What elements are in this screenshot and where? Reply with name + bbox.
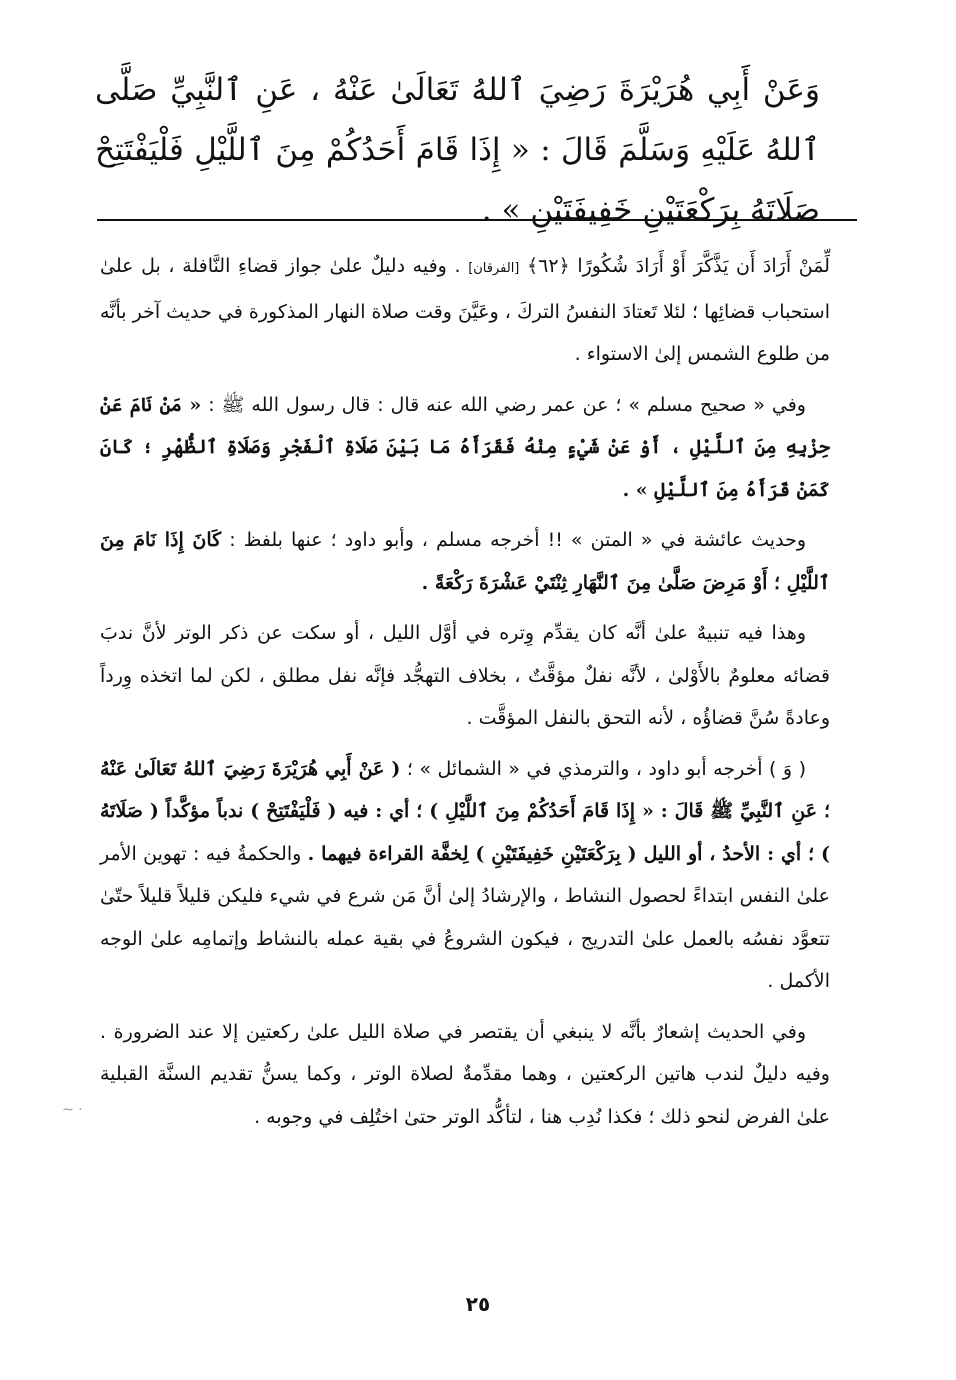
commentary-paragraph-4: وهذا فيه تنبيهٌ علىٰ أنَّه كان يقدِّم وِتره في أوَّل الليل ، أو سكت عن ذكر الوتر لأنَّ ندبَ قضائه معلومٌ بالأَوْلىٰ ، لأنَّه نفلٌ مؤقَّتٌ ، بخلاف التهجُّد فإنَّه نفل مطلق ، لكن لما اتخذه وِرداً وعادةً سُنَّ قضاؤُه ، لأنه التحق بالنفل المؤقَّت . <box>100 622 830 729</box>
hadith-quote: كَانَ إِذَا نَامَ مِنَ ٱللَّيْلِ ؛ أَوْ مَرِضَ صَلَّىٰ مِنَ ٱلنَّهَارِ ثِنْتَيْ عَشْرَةَ رَكْعَةً . <box>100 529 830 594</box>
commentary-text: وفي « صحيح مسلم » ؛ عن عمر رضي الله عنه قال : قال رسول الله ﷺ : <box>208 393 806 416</box>
margin-mark: ~ · <box>62 1102 83 1118</box>
quran-reference: [الفرقان] <box>468 261 520 276</box>
commentary-paragraph-5 <box>100 748 830 1003</box>
commentary-text: والحكمةُ فيه : تهوين الأمر علىٰ النفس ابتداءً لحصول النشاط ، والإرشادُ إلىٰ أنَّ مَن شرع في شيء فليكن قليلاً قليلاً حتّىٰ تتعوَّد نفسُه بالعمل علىٰ التدريج ، فيكون الشروعُ في بقية عمله بالنشاط وإتمامِه علىٰ الوجه الأكمل . <box>100 842 830 992</box>
commentary-text: ( وَ ) أخرجه أبو داود ، والترمذي في « الشمائل » ؛ <box>406 757 806 780</box>
commentary-section <box>100 245 830 1146</box>
commentary-text: . وفيه دليلٌ علىٰ جواز قضاءِ النَّافلة ، بل علىٰ استحباب قضائِها ؛ لئلا تَعتادَ النفسُ التركَ ، وعَيَّنَ وقت صلاة النهار المذكورة في حديث آخر بأنَّه من طلوع الشمس إلىٰ الاستواء . <box>100 255 830 365</box>
commentary-paragraph-1 <box>100 245 830 376</box>
hadith-text: وَعَنْ أَبِي هُرَيْرَةَ رَضِيَ ٱللهُ تَعَالَىٰ عَنْهُ ، عَنِ ٱلنَّبِيِّ صَلَّى ٱللهُ عَلَيْهِ وَسَلَّمَ قَالَ : « إِذَا قَامَ أَحَدُكُمْ مِنَ ٱللَّيْلِ فَلْيَفْتَتِحْ صَلَاتَهُ بِرَكْعَتَيْنِ خَفِيفَتَيْنِ » . <box>95 72 820 228</box>
commentary-text: وحديث عائشة في « المتن » !! أخرجه مسلم ، وأبو داود ؛ عنها بلفظ : <box>229 529 806 551</box>
hadith-quote: « مَنْ نَامَ عَنْ حِزْبِهِ مِنَ ٱللَّيْلِ ، أَوْ عَنْ شَيْءٍ مِنْهُ فَقَرَأَهُ مَا بَيْنَ صَلَاةِ ٱلْفَجْرِ وَصَلَاةِ ٱلظُّهْرِ ؛ كَانَ كَمَنْ قَرَأَهُ مِنَ ٱللَّيْلِ » . <box>100 393 830 501</box>
quran-verse: لِّمَنْ أَرَادَ أَن يَذَّكَّرَ أَوْ أَرَادَ شُكُورًا ﴿٦٢﴾ <box>527 255 830 277</box>
page-number: ٢٥ <box>465 1292 491 1316</box>
commentary-paragraph-6: وفي الحديث إشعارٌ بأنَّه لا ينبغي أن يقتصر في صلاة الليل علىٰ ركعتين إلا عند الضرورة . وفيه دليلٌ لندب هاتين الركعتين ، وهما مقدِّمةٌ لصلاة الوتر ، وكما يسنُّ تقديم السنَّة القبلية علىٰ الفرض لنحو ذلك ؛ فكذا نُدِب هنا ، لتأكُّد الوتر حتىٰ اختُلِف في وجوبه . <box>100 1020 830 1128</box>
hadith-quote: ( عَنْ أَبِي هُرَيْرَةَ رَضِيَ ٱللهُ تَعَالَىٰ عَنْهُ ؛ عَنِ ٱلنَّبِيِّ ﷺ قَالَ : « إِذَا قَامَ أَحَدُكُمْ مِنَ ٱللَّيْلِ ) ؛ أي : فيه ( فَلْيَفْتَتِحْ ) ندباً مؤكَّداً ( صَلَاتَهُ ) ؛ أي : الأحدُ ، أو الليل ( بِرَكْعَتَيْنِ خَفِيفَتَيْنِ ) لِخفَّة القراءة فيهما . <box>100 757 831 865</box>
commentary-paragraph-3 <box>100 519 830 604</box>
footnote-divider <box>97 219 857 221</box>
commentary-paragraph-2 <box>100 384 830 512</box>
